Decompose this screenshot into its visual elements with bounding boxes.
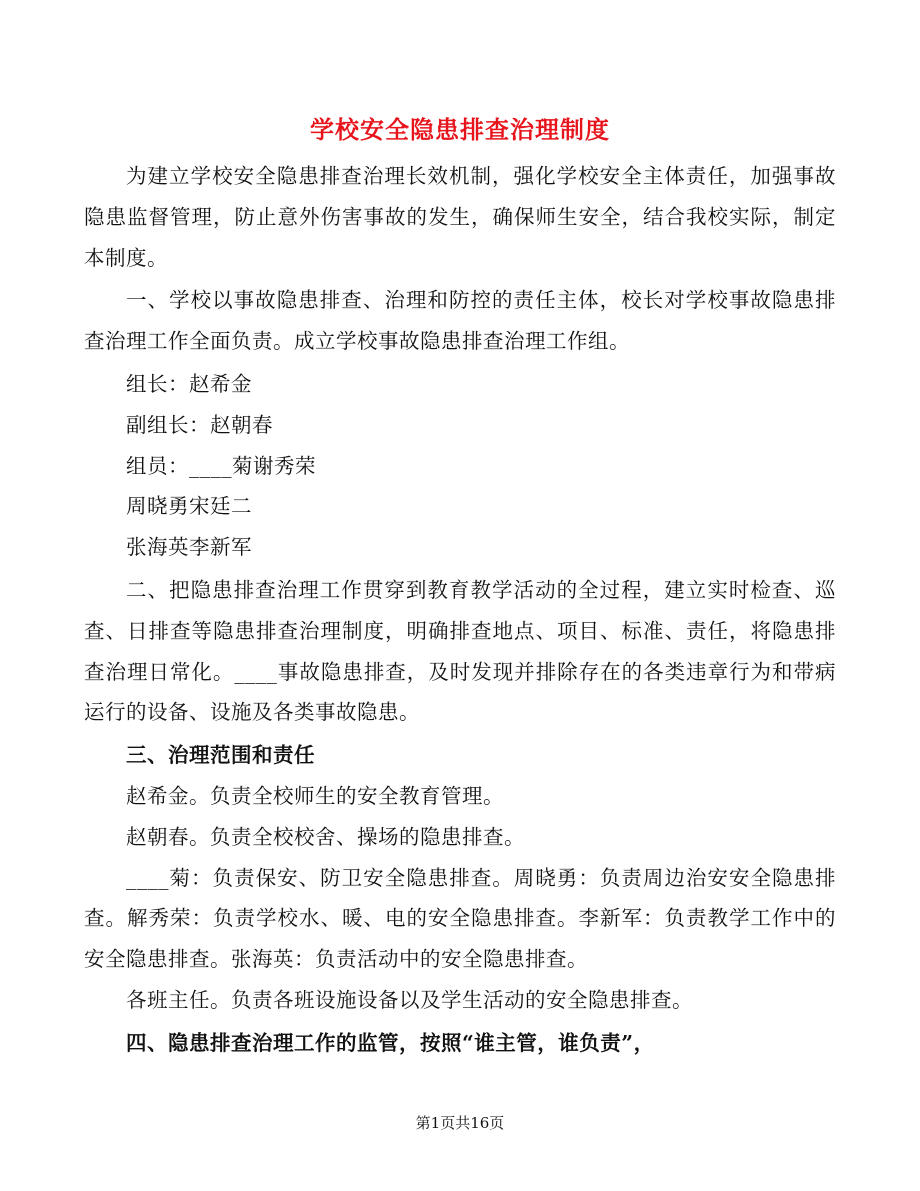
document-title: 学校安全隐患排查治理制度 [310,115,610,144]
section-one-paragraph: 一、学校以事故隐患排查、治理和防控的责任主体，校长对学校事故隐患排查治理工作全面负责。成立学校事故隐患排查治理工作组。 [84,288,836,354]
deputy-leader-line: 副组长：赵朝春 [126,412,273,437]
class-teacher-line: 各班主任。负责各班设施设备以及学生活动的安全隐患排查。 [126,987,693,1012]
section-three-heading: 三、治理范围和责任 [126,743,315,768]
section-four-heading: 四、隐患排查治理工作的监管，按照“谁主管，谁负责”， [126,1030,655,1055]
members-line-2: 周晓勇宋廷二 [126,494,252,519]
group-leader-line: 组长：赵希金 [126,371,252,396]
members-line-3: 张海英李新军 [126,535,252,560]
page-number-footer: 第1页共16页 [415,1114,505,1132]
section-two-paragraph: 二、把隐患排查治理工作贯穿到教育教学活动的全过程，建立实时检查、巡查、日排查等隐患排查治理制度，明确排查地点、项目、标准、责任，将隐患排查治理日常化。____事故隐患排查，及时发现并排除存在的各类违章行为和带病运行的设备、设施及各类事故隐患。 [84,577,836,725]
responsibility-paragraph: ____菊：负责保安、防卫安全隐患排查。周晓勇：负责周边治安安全隐患排查。解秀荣：负责学校水、暖、电的安全隐患排查。李新军：负责教学工作中的安全隐患排查。张海英：负责活动中的安全隐患排查。 [84,865,836,972]
responsibility-line-2: 赵朝春。负责全校校舍、操场的隐患排查。 [126,824,525,849]
responsibility-line-1: 赵希金。负责全校师生的安全教育管理。 [126,783,504,808]
members-line: 组员：____菊谢秀荣 [126,453,316,478]
document-body [84,156,836,1064]
intro-paragraph: 为建立学校安全隐患排查治理长效机制，强化学校安全主体责任，加强事故隐患监督管理，防止意外伤害事故的发生，确保师生安全，结合我校实际，制定本制度。 [84,164,836,270]
